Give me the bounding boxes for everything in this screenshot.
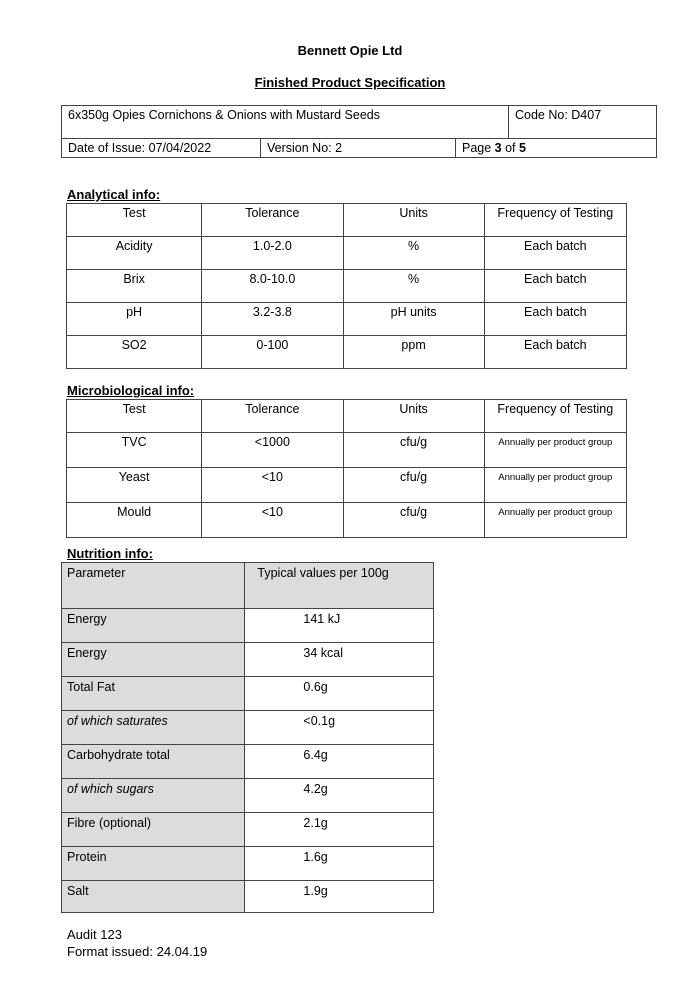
table-cell: of which sugars [62, 779, 245, 813]
table-cell: <10 [202, 468, 343, 503]
table-row [67, 433, 627, 468]
table-cell: TVC [67, 433, 202, 468]
table-cell: 6.4g [245, 745, 434, 779]
document-title: Finished Product Specification [254, 75, 446, 90]
product-code: Code No: D407 [509, 106, 657, 139]
company-name: Bennett Opie Ltd [297, 43, 403, 58]
table-row [67, 468, 627, 503]
table-cell: Mould [67, 503, 202, 538]
table-cell: <10 [202, 503, 343, 538]
table-cell: % [343, 237, 484, 270]
table-header-row [67, 204, 627, 237]
table-row [62, 745, 434, 779]
table-cell: 1.6g [245, 847, 434, 881]
table-row [62, 779, 434, 813]
table-cell: % [343, 270, 484, 303]
table-row [67, 270, 627, 303]
format-issued: Format issued: 24.04.19 [67, 944, 208, 959]
column-header: Test [67, 204, 202, 237]
table-cell: 2.1g [245, 813, 434, 847]
table-cell: Yeast [67, 468, 202, 503]
table-cell: ppm [343, 336, 484, 369]
page-of: of [501, 141, 519, 155]
table-cell: Each batch [484, 237, 626, 270]
page-current: 3 [494, 141, 502, 155]
table-cell: Carbohydrate total [62, 745, 245, 779]
analytical-heading: Analytical info: [67, 187, 161, 202]
page-number [456, 139, 657, 158]
table-cell: Salt [62, 881, 245, 913]
table-cell: cfu/g [343, 433, 484, 468]
column-header: Typical values per 100g [245, 563, 434, 609]
table-cell: 3.2-3.8 [202, 303, 343, 336]
microbiological-table [66, 399, 627, 538]
table-cell: Annually per product group [484, 433, 626, 468]
table-cell: Each batch [484, 270, 626, 303]
table-cell: <1000 [202, 433, 343, 468]
product-name: 6x350g Opies Cornichons & Onions with Mustard Seeds [62, 106, 509, 139]
date-of-issue: Date of Issue: 07/04/2022 [62, 139, 261, 158]
table-cell: Protein [62, 847, 245, 881]
page-prefix: Page [462, 141, 495, 155]
table-cell: 0.6g [245, 677, 434, 711]
table-row [67, 336, 627, 369]
table-cell: <0.1g [245, 711, 434, 745]
table-cell: 1.9g [245, 881, 434, 913]
nutrition-table [61, 562, 434, 913]
analytical-table [66, 203, 627, 369]
table-cell: pH units [343, 303, 484, 336]
table-row [62, 609, 434, 643]
table-cell: 4.2g [245, 779, 434, 813]
table-cell: 1.0-2.0 [202, 237, 343, 270]
audit-label: Audit 123 [67, 927, 122, 942]
table-cell: of which saturates [62, 711, 245, 745]
table-cell: pH [67, 303, 202, 336]
table-row [62, 847, 434, 881]
column-header: Test [67, 400, 202, 433]
table-cell: cfu/g [343, 468, 484, 503]
table-cell: Energy [62, 643, 245, 677]
table-row [62, 881, 434, 913]
table-cell: Annually per product group [484, 468, 626, 503]
table-row [67, 503, 627, 538]
column-header: Frequency of Testing [484, 204, 626, 237]
table-row [62, 677, 434, 711]
table-cell: Each batch [484, 303, 626, 336]
table-cell: 0-100 [202, 336, 343, 369]
table-cell: Energy [62, 609, 245, 643]
table-header-row [67, 400, 627, 433]
table-cell: 34 kcal [245, 643, 434, 677]
table-row [62, 711, 434, 745]
product-header-table [61, 105, 657, 158]
table-cell: Fibre (optional) [62, 813, 245, 847]
column-header: Parameter [62, 563, 245, 609]
table-cell: Total Fat [62, 677, 245, 711]
table-cell: SO2 [67, 336, 202, 369]
table-cell: Annually per product group [484, 503, 626, 538]
table-cell: cfu/g [343, 503, 484, 538]
table-cell: Brix [67, 270, 202, 303]
nutrition-heading: Nutrition info: [67, 546, 153, 561]
table-row [62, 813, 434, 847]
column-header: Units [343, 204, 484, 237]
table-cell: Each batch [484, 336, 626, 369]
table-cell: 8.0-10.0 [202, 270, 343, 303]
table-row [67, 303, 627, 336]
column-header: Tolerance [202, 400, 343, 433]
table-header-row [62, 563, 434, 609]
microbiological-heading: Microbiological info: [67, 383, 195, 398]
table-cell: 141 kJ [245, 609, 434, 643]
table-row [67, 237, 627, 270]
page-total: 5 [519, 141, 526, 155]
version-number: Version No: 2 [261, 139, 456, 158]
table-cell: Acidity [67, 237, 202, 270]
column-header: Units [343, 400, 484, 433]
column-header: Tolerance [202, 204, 343, 237]
table-row [62, 643, 434, 677]
column-header: Frequency of Testing [484, 400, 626, 433]
